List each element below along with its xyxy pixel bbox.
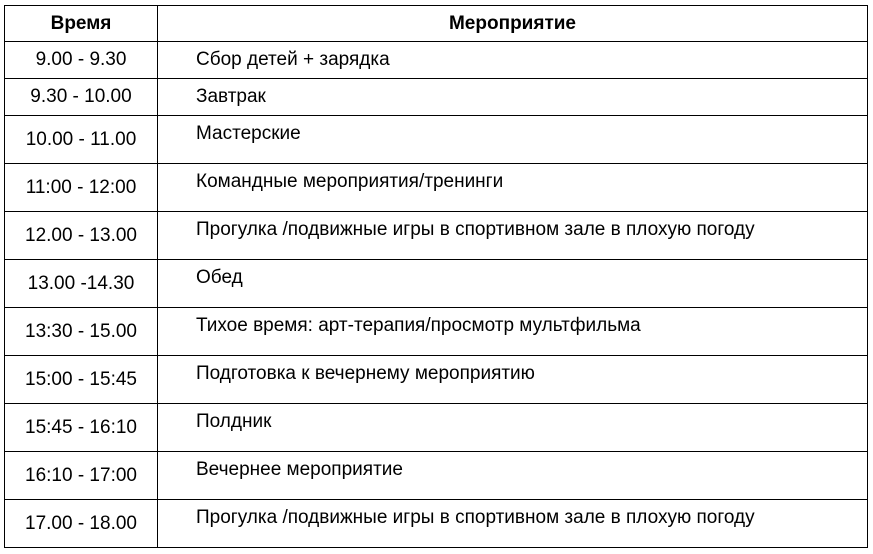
table-row — [5, 212, 868, 260]
event-cell: Завтрак — [158, 79, 868, 116]
table-row — [5, 260, 868, 308]
event-cell: Прогулка /подвижные игры в спортивном зале в плохую погоду — [158, 212, 868, 260]
table-row — [5, 164, 868, 212]
event-cell: Обед — [158, 260, 868, 308]
table-row — [5, 356, 868, 404]
time-cell: 17.00 - 18.00 — [5, 500, 158, 548]
table-row — [5, 308, 868, 356]
event-cell: Прогулка /подвижные игры в спортивном зале в плохую погоду — [158, 500, 868, 548]
time-cell: 10.00 - 11.00 — [5, 116, 158, 164]
event-cell: Сбор детей + зарядка — [158, 42, 868, 79]
event-cell: Полдник — [158, 404, 868, 452]
table-header-row — [5, 6, 868, 42]
time-cell: 11:00 - 12:00 — [5, 164, 158, 212]
time-cell: 9.00 - 9.30 — [5, 42, 158, 79]
table-row — [5, 79, 868, 116]
header-time: Время — [5, 6, 158, 42]
event-cell: Командные мероприятия/тренинги — [158, 164, 868, 212]
time-cell: 15:45 - 16:10 — [5, 404, 158, 452]
schedule-table — [4, 5, 868, 548]
time-cell: 16:10 - 17:00 — [5, 452, 158, 500]
table-row — [5, 452, 868, 500]
time-cell: 15:00 - 15:45 — [5, 356, 158, 404]
event-cell: Мастерские — [158, 116, 868, 164]
event-cell: Вечернее мероприятие — [158, 452, 868, 500]
table-row — [5, 42, 868, 79]
table-row — [5, 404, 868, 452]
time-cell: 12.00 - 13.00 — [5, 212, 158, 260]
table-row — [5, 500, 868, 548]
time-cell: 13.00 -14.30 — [5, 260, 158, 308]
event-cell: Подготовка к вечернему мероприятию — [158, 356, 868, 404]
time-cell: 13:30 - 15.00 — [5, 308, 158, 356]
table-row — [5, 116, 868, 164]
event-cell: Тихое время: арт-терапия/просмотр мультфильма — [158, 308, 868, 356]
header-event: Мероприятие — [158, 6, 868, 42]
time-cell: 9.30 - 10.00 — [5, 79, 158, 116]
